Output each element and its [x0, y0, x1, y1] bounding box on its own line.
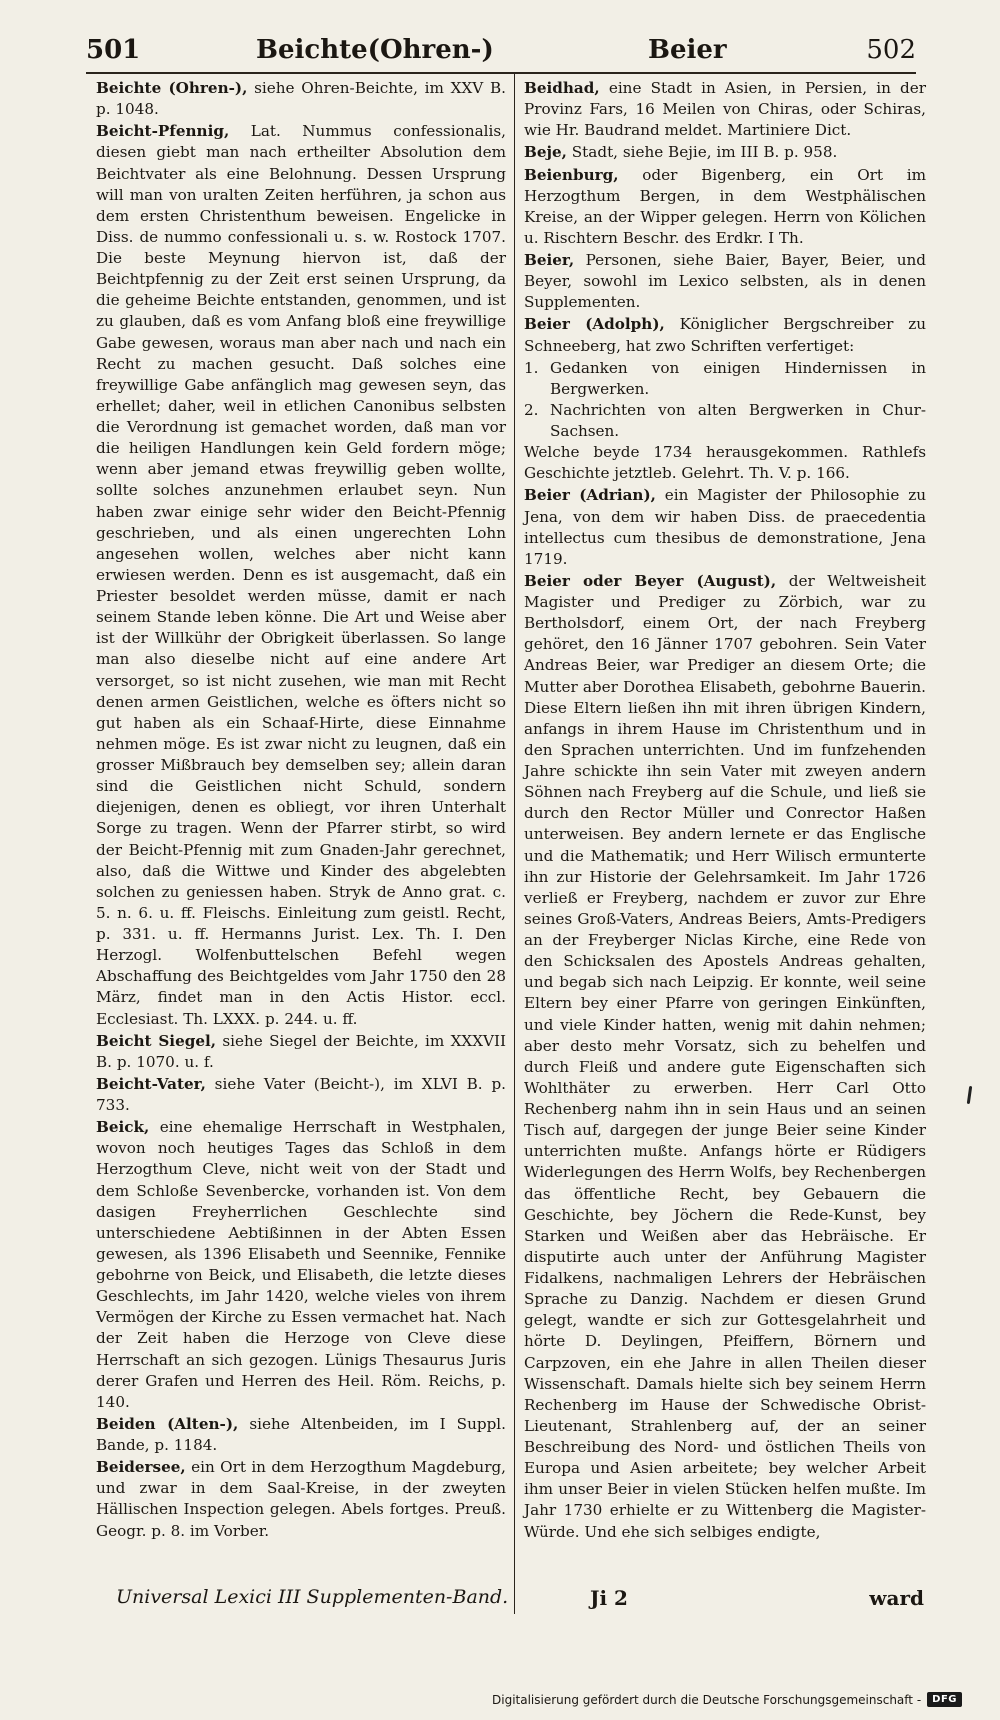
entry-lemma: Beier (Adrian), — [524, 486, 656, 505]
right-column-entry — [524, 142, 926, 163]
entry-text: siehe Ohren-Beichte, im XXV B. p. 1048. — [96, 79, 506, 119]
entry-lemma: Beje, — [524, 143, 567, 162]
list-number: 2. — [524, 400, 539, 419]
column-divider — [514, 74, 515, 1614]
entry-lemma: Beick, — [96, 1118, 150, 1137]
numbered-list-item — [524, 400, 926, 442]
right-column-entry — [524, 250, 926, 313]
left-column-entry — [96, 121, 506, 1029]
left-column-entry — [96, 1031, 506, 1073]
page-number-left: 501 — [86, 35, 141, 65]
header-rule — [86, 72, 916, 74]
page-header — [86, 30, 916, 70]
dfg-logo: DFG — [927, 1692, 962, 1707]
entry-text: Stadt, siehe Bejie, im III B. p. 958. — [566, 143, 838, 162]
signature-line: Universal Lexici III Supplementen-Band. — [116, 1586, 509, 1608]
entry-lemma: Beicht-Vater, — [96, 1074, 206, 1093]
catchword: ward — [869, 1586, 924, 1610]
entry-text: ein Magister der Philosophie zu Jena, von dem wir haben Diss. de praecedentia intellectus cum thesibus de demonstratione, Jena 1719. — [524, 486, 926, 568]
ink-speck — [967, 1086, 972, 1104]
running-title-left: Beichte(Ohren-) — [256, 35, 494, 65]
entry-lemma: Beidersee, — [96, 1458, 186, 1477]
right-column-entry — [524, 314, 926, 356]
page-number-right: 502 — [866, 35, 916, 65]
entry-text: oder Bigenberg, ein Ort im Herzogthum Bergen, in dem Westphälischen Kreise, an der Wipper gelegen. Herrn von Kölichen u. Rischtern Beschr. des Erdkr. I Th. — [524, 165, 926, 247]
right-column-entry — [524, 165, 926, 250]
entry-text: eine Stadt in Asien, in Persien, in der Provinz Fars, 16 Meilen von Chiras, oder Schiras, wie Hr. Baudrand meldet. Martiniere Dict. — [524, 79, 926, 140]
numbered-list-item — [524, 358, 926, 400]
entry-text: siehe Vater (Beicht-), im XLVI B. p. 733. — [96, 1074, 506, 1114]
entry-text: Personen, siehe Baier, Bayer, Beier, und Beyer, sowohl im Lexico selbsten, als in denen Supplementen. — [524, 251, 926, 312]
left-column — [96, 78, 506, 1543]
left-column-entry — [96, 1414, 506, 1456]
entry-lemma: Beier (Adolph), — [524, 315, 665, 334]
left-column-entry — [96, 1074, 506, 1116]
entry-text: siehe Siegel der Beichte, im XXXVII B. p. 1070. u. f. — [96, 1031, 506, 1071]
digitization-credit — [492, 1692, 962, 1707]
entry-lemma: Beiden (Alten-), — [96, 1414, 239, 1433]
left-column-entry — [96, 1457, 506, 1542]
right-column-entry — [524, 485, 926, 570]
running-title-right: Beier — [648, 35, 727, 65]
entry-text: Lat. Nummus confessionalis, diesen giebt man nach ertheilter Absolution dem Beichtvater als eine Belohnung. Dessen Ursprung will man von uralten Zeiten herführen, ja schon aus dem ersten Christenthum beweisen. Engelicke in Diss. de nummo confessionali u. s. w. Rostock 1707. Die beste Meynung hiervon ist, daß der Beichtpfennig zu der Zeit erst seinen Ursprung, da die geheime Beichte entstanden, genommen, und ist zu glauben, daß es vom Anfang bloß eine freywillige Gabe gewesen, woraus man aber nach und nach ein Recht zu machen gesucht. Daß solches eine freywillige Gabe anfänglich mag gewesen seyn, das erhellet; daher, weil in etlichen Canonibus selbsten die Verordnung ist gemachet worden, daß man vor die heiligen Handlungen kein Geld fordern möge; wenn aber jemand etwas freywillig geben wollte, sollte solches anzunehmen erlaubet seyn. Nun haben zwar einige sehr wider den Beicht-Pfennig geschrieben, und als einen ungerechten Lohn angesehen wollen, welches aber nicht kann erwiesen werden. Denn es ist ausgemacht, daß ein Priester besoldet werden müsse, damit er nach seinem Stande leben könne. Die Art und Weise aber ist der Willkühr der Obrigkeit überlassen. So lange man also dieselbe nicht auf eine andere Art versorget, so ist nicht zusehen, wie man mit Recht denen armen Geistlichen, welche es öfters nicht so gut haben als ein Schaaf-Hirte, diese Einnahme nehmen möge. Es ist zwar nicht zu leugnen, daß ein grosser Mißbrauch bey demselben sey; allein daran sind die Geistlichen nicht Schuld, sondern diejenigen, denen es obliegt, vor ihren Unterhalt Sorge zu tragen. Wenn der Pfarrer stirbt, so wird der Beicht-Pfennig mit zum Gnaden-Jahr gerechnet, also, daß die Wittwe und Kinder des abgelebten solchen zu geniessen haben. Stryk de Anno grat. c. 5. n. 6. u. ff. Fleischs. Einleitung zum geistl. Recht, p. 331. u. ff. Hermanns Jurist. Lex. Th. I. Den Herzogl. Wolfenbuttelschen Befehl wegen Abschaffung des Beichtgeldes vom Jahr 1750 den 28 März, findet man in den Actis Histor. eccl. Ecclesiast. Th. LXXX. p. 244. u. ff. — [96, 122, 506, 1028]
entry-lemma: Beienburg, — [524, 165, 619, 184]
right-column-entry — [524, 78, 926, 141]
entry-lemma: Beicht-Pfennig, — [96, 122, 230, 141]
entry-text: siehe Altenbeiden, im I Suppl. Bande, p. 1184. — [96, 1414, 506, 1454]
entry-lemma: Beicht Siegel, — [96, 1031, 217, 1050]
entry-text: Welche beyde 1734 herausgekommen. Rathlefs Geschichte jetztleb. Gelehrt. Th. V. p. 166. — [524, 443, 926, 483]
entry-text: ein Ort in dem Herzogthum Magdeburg, und zwar in dem Saal-Kreise, in der zweyten Hällischen Inspection gelegen. Abels fortges. Preuß. Geogr. p. 8. im Vorber. — [96, 1458, 506, 1540]
entry-text: der Weltweisheit Magister und Prediger zu Zörbich, war zu Bertholsdorf, einem Ort, der nach Freyberg gehöret, den 16 Jänner 1707 gebohren. Sein Vater Andreas Beier, war Prediger an diesem Orte; die Mutter aber Dorothea Elisabeth, gebohrne Bauerin. Diese Eltern ließen ihn mit ihren übrigen Kindern, anfangs in ihrem Hause im Christenthum und in den Sprachen unterrichten. Und im funfzehenden Jahre schickte ihn sein Vater mit zweyen andern Söhnen nach Freyberg auf die Schule, und ließ sie durch den Rector Müller und Conrector Haßen unterweisen. Bey andern lernete er das Englische und die Mathematik; und Herr Wilisch ermunterte ihn zur Historie der Gelehrsamkeit. Im Jahr 1726 verließ er Freyberg, nachdem er zuvor zur Ehre seines Groß-Vaters, Andreas Beiers, Amts-Predigers an der Freyberger Niclas Kirche, eine Rede von den Schicksalen des Apostels Andreas gehalten, und begab sich nach Leipzig. Er konnte, weil seine Eltern bey einer Pfarre von geringen Einkünften, und viele Kinder hatten, wenig mit dahin nehmen; aber desto mehr Vorsatz, sich zu behelfen und durch Fleiß und andere gute Eigenschaften sich Wohlthäter zu erwerben. Herr Carl Otto Rechenberg nahm ihn in sein Haus und an seinen Tisch auf, dargegen der junge Beier seine Kinder unterrichten mußte. Anfangs hörte er Rüdigers Widerlegungen des Herrn Wolfs, bey Rechenbergen das öffentliche Recht, bey Gebauern die Geschichte, bey Jöchern die Rede-Kunst, bey Starken und Weißen aber das Hebräische. Er disputirte auch unter der Anführung Magister Fidalkens, nachmaligen Lehrers der Hebräischen Sprache zu Danzig. Nachdem er diesen Grund gelegt, wandte er sich zur Gottesgelahrheit und hörte D. Deylingen, Pfeiffern, Börnern und Carpzoven, ein ehe Jahre in allen Theilen dieser Wissenschaft. Damals hielte sich bey seinem Herrn Rechenberg im Hause der Schwedische Obrist-Lieutenant, Strahlenberg auf, der an seiner Beschreibung des Nord- und östlichen Theils von Europa und Asien arbeitete; bey welcher Arbeit ihm unser Beier in vielen Stücken helfen mußte. Im Jahr 1730 erhielte er zu Wittenberg die Magister-Würde. Und ehe sich selbiges endigte, — [524, 571, 926, 1541]
left-column-entry — [96, 78, 506, 120]
right-column-entry — [524, 571, 926, 1543]
entry-lemma: Beier oder Beyer (August), — [524, 571, 777, 590]
entry-text: eine ehemalige Herrschaft in Westphalen, wovon noch heutiges Tages das Schloß in dem Herzogthum Cleve, nicht weit von der Stadt und dem Schloße Sevenbercke, vorhanden ist. Von dem dasigen Freyherrlichen Geschlechte sind unterschiedene Aebtißinnen in der Abten Essen gewesen, als 1396 Elisabeth und Seennike, Fennike gebohrne von Beick, und Elisabeth, die letzte dieses Geschlechts, im Jahr 1420, welche vieles von ihrem Vermögen der Kirche zu Essen vermachet hat. Nach der Zeit haben die Herzoge von Cleve diese Herrschaft an sich gezogen. Lünigs Thesaurus Juris derer Grafen und Herren des Heil. Röm. Reichs, p. 140. — [96, 1118, 506, 1411]
list-text: Nachrichten von alten Bergwerken in Chur-Sachsen. — [550, 400, 926, 440]
entry-lemma: Beier, — [524, 251, 575, 269]
right-column — [524, 78, 926, 1544]
right-column-entry — [524, 442, 926, 484]
entry-lemma: Beichte (Ohren-), — [96, 79, 248, 97]
entry-lemma: Beidhad, — [524, 79, 600, 97]
list-text: Gedanken von einigen Hindernissen in Bergwerken. — [550, 358, 926, 398]
sheet-signature-mark: Ji 2 — [590, 1586, 628, 1610]
credit-text: Digitalisierung gefördert durch die Deutsche Forschungsgemeinschaft - — [492, 1692, 922, 1707]
left-column-entry — [96, 1117, 506, 1413]
entry-text: Königlicher Bergschreiber zu Schneeberg, hat zwo Schriften verfertiget: — [524, 315, 926, 355]
list-number: 1. — [524, 358, 539, 377]
